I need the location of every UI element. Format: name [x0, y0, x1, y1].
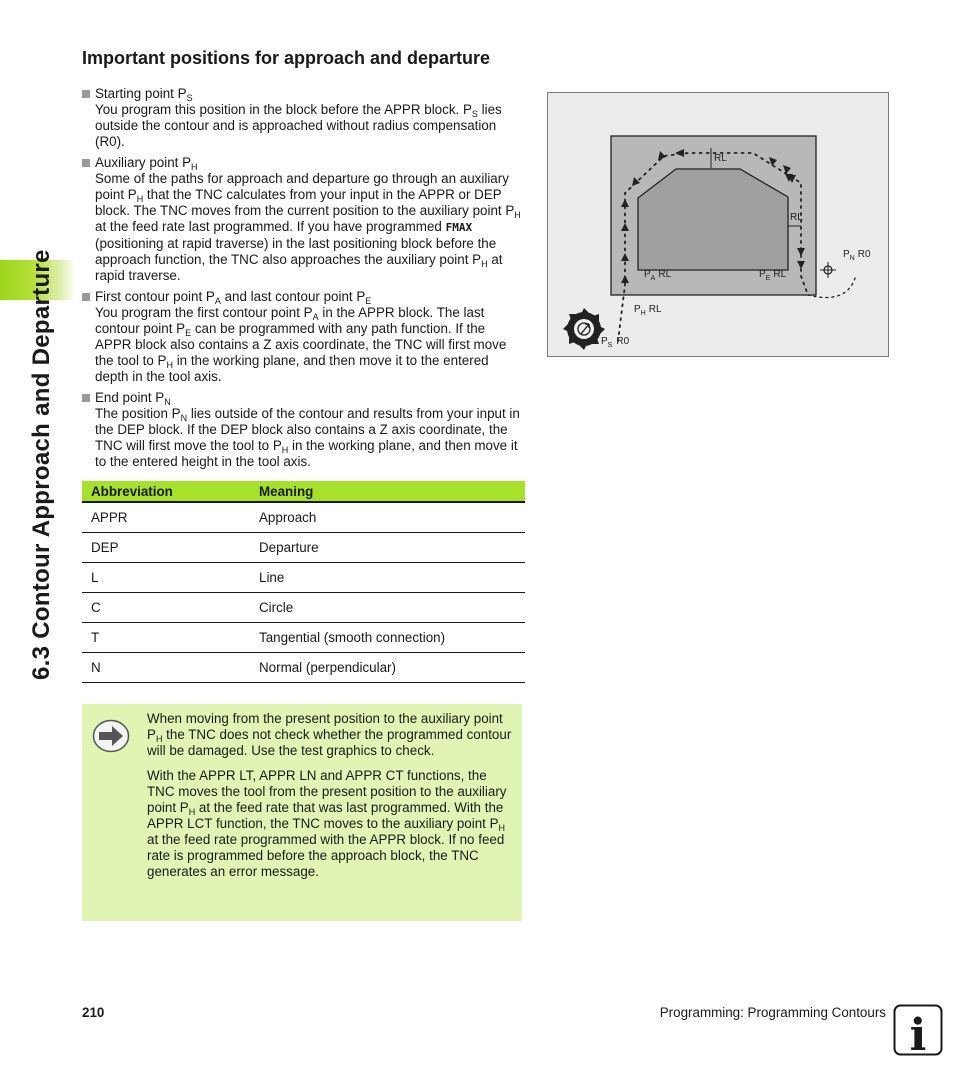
bullet-body [95, 102, 524, 150]
bullet-title [95, 86, 524, 102]
bullet-title-text: End point P [95, 390, 165, 405]
note-paragraph [147, 711, 512, 759]
label-pn: $P_N$ R0 [843, 249, 871, 262]
meaning-cell: Line [250, 563, 525, 593]
abbreviation-cell: C [82, 593, 250, 623]
diagram-svg [548, 93, 888, 356]
bullet-title [95, 390, 524, 406]
bullet-end-point [82, 390, 524, 470]
abbreviation-table [82, 481, 525, 683]
subscript: E [365, 296, 372, 306]
bullet-starting-point [82, 86, 524, 150]
abbreviation-cell: L [82, 563, 250, 593]
column-header-meaning: Meaning [250, 481, 525, 502]
note-text-span: When moving from the present position to the auxiliary point P [147, 711, 503, 742]
subscript: H [191, 162, 198, 172]
bullet-square-icon [82, 293, 90, 301]
info-glyph: i [909, 1010, 927, 1056]
bullet-body [95, 406, 524, 470]
bullet-title-text: and last contour point P [220, 289, 366, 304]
body-text: at the feed rate last programmed. If you have programmed [95, 219, 446, 234]
meaning-cell: Approach [250, 502, 525, 533]
body-text: Some of the paths for approach and departure go through an auxiliary point P [95, 171, 509, 202]
note-box [82, 704, 522, 921]
subscript: H [498, 823, 506, 833]
label-ps: $P_S$ R0 [601, 336, 630, 349]
approach-departure-diagram [547, 92, 889, 357]
subscript: N [164, 397, 171, 407]
bullet-square-icon [82, 394, 90, 402]
body-text: in the APPR block. The last contour point P [95, 305, 485, 336]
subscript: A [312, 312, 319, 322]
bullet-title [95, 155, 524, 171]
body-text: You program this position in the block before the APPR block. P [95, 102, 472, 117]
table-row [82, 563, 525, 593]
abbreviation-cell: DEP [82, 533, 250, 563]
fmax-keyword: FMAX [445, 221, 473, 234]
label-ph: $P_H$ RL [634, 304, 662, 317]
body-text: lies outside the contour and is approached without radius compensation (R0). [95, 102, 502, 149]
column-header-abbreviation: Abbreviation [82, 481, 250, 502]
table-row [82, 533, 525, 563]
abbreviation-cell: N [82, 653, 250, 683]
bullet-title [95, 289, 524, 305]
note-text-span: the TNC does not check whether the programmed contour will be damaged. Use the test graphics to check. [147, 727, 512, 758]
body-text: in the working plane, and then move it to the entered depth in the tool axis. [95, 353, 489, 384]
table-row [82, 653, 525, 683]
bullet-body [95, 305, 524, 385]
arrow-right-icon [92, 719, 130, 753]
note-text [147, 711, 512, 889]
bullet-body [95, 171, 524, 284]
meaning-cell: Tangential (smooth connection) [250, 623, 525, 653]
running-footer: Programming: Programming Contours [659, 1005, 886, 1020]
subscript: H [155, 734, 163, 744]
subscript: N [180, 413, 188, 423]
label-pa: $P_A$ RL [644, 269, 672, 282]
body-text: in the working plane, and then move it to the entered height in the tool axis. [95, 438, 518, 469]
bullet-list [82, 86, 524, 475]
label-rl-top: RL [714, 153, 727, 164]
label-pe: $P_E$ RL [759, 269, 787, 282]
body-text: The position P [95, 406, 181, 421]
bullet-first-last-contour-point [82, 289, 524, 385]
body-text: lies outside of the contour and results from your input in the DEP block. If the DEP block also contains a Z axis coordinate, the TNC will first move the tool to P [95, 406, 520, 453]
subscript: S [471, 109, 478, 119]
body-text: at rapid traverse. [95, 252, 503, 283]
abbreviation-cell: T [82, 623, 250, 653]
subscript: H [514, 210, 521, 220]
body-text: You program the first contour point P [95, 305, 313, 320]
subscript: S [186, 93, 193, 103]
note-paragraph [147, 768, 512, 880]
body-text: that the TNC calculates from your input in the APPR or DEP block. The TNC moves from the current position to the auxiliary point P [95, 187, 515, 218]
chapter-side-title: 6.3 Contour Approach and Departure [28, 249, 55, 680]
subscript: H [188, 807, 196, 817]
note-text-span: at the feed rate programmed with the APPR block. If no feed rate is programmed before the approach block, the TNC generates an error message. [147, 832, 505, 879]
subscript: H [481, 259, 488, 269]
bullet-title-text: Auxiliary point P [95, 155, 192, 170]
meaning-cell: Departure [250, 533, 525, 563]
subscript: H [166, 360, 173, 370]
crosshair-icon [820, 262, 836, 278]
bullet-title-text: First contour point P [95, 289, 215, 304]
table-row [82, 623, 525, 653]
page-number: 210 [82, 1005, 105, 1020]
table-row [82, 593, 525, 623]
note-text-span: With the APPR LT, APPR LN and APPR CT functions, the TNC moves the tool from the present position to the auxiliary point P [147, 768, 507, 815]
bullet-square-icon [82, 90, 90, 98]
subscript: A [214, 296, 221, 306]
body-text: (positioning at rapid traverse) in the last positioning block before the approach function, the TNC also approaches the auxiliary point P [95, 236, 497, 267]
meaning-cell: Normal (perpendicular) [250, 653, 525, 683]
note-text-span: at the feed rate that was last programmed. With the APPR LCT function, the TNC moves to the auxiliary point P [147, 800, 504, 831]
info-icon [893, 1004, 943, 1056]
bullet-auxiliary-point [82, 155, 524, 284]
subscript: H [136, 194, 144, 204]
table-header-row [82, 481, 525, 502]
table-row [82, 502, 525, 533]
section-heading: Important positions for approach and departure [82, 48, 491, 68]
body-text: can be programmed with any path function. If the APPR block also contains a Z axis coordinate, the TNC will first move the tool to P [95, 321, 507, 368]
subscript: H [281, 445, 289, 455]
abbreviation-cell: APPR [82, 502, 250, 533]
bullet-title-text: Starting point P [95, 86, 187, 101]
milling-tool-icon [563, 308, 605, 350]
contour-shape [638, 169, 788, 270]
subscript: E [185, 328, 192, 338]
meaning-cell: Circle [250, 593, 525, 623]
bullet-square-icon [82, 159, 90, 167]
label-rl-right: RL [790, 212, 803, 223]
